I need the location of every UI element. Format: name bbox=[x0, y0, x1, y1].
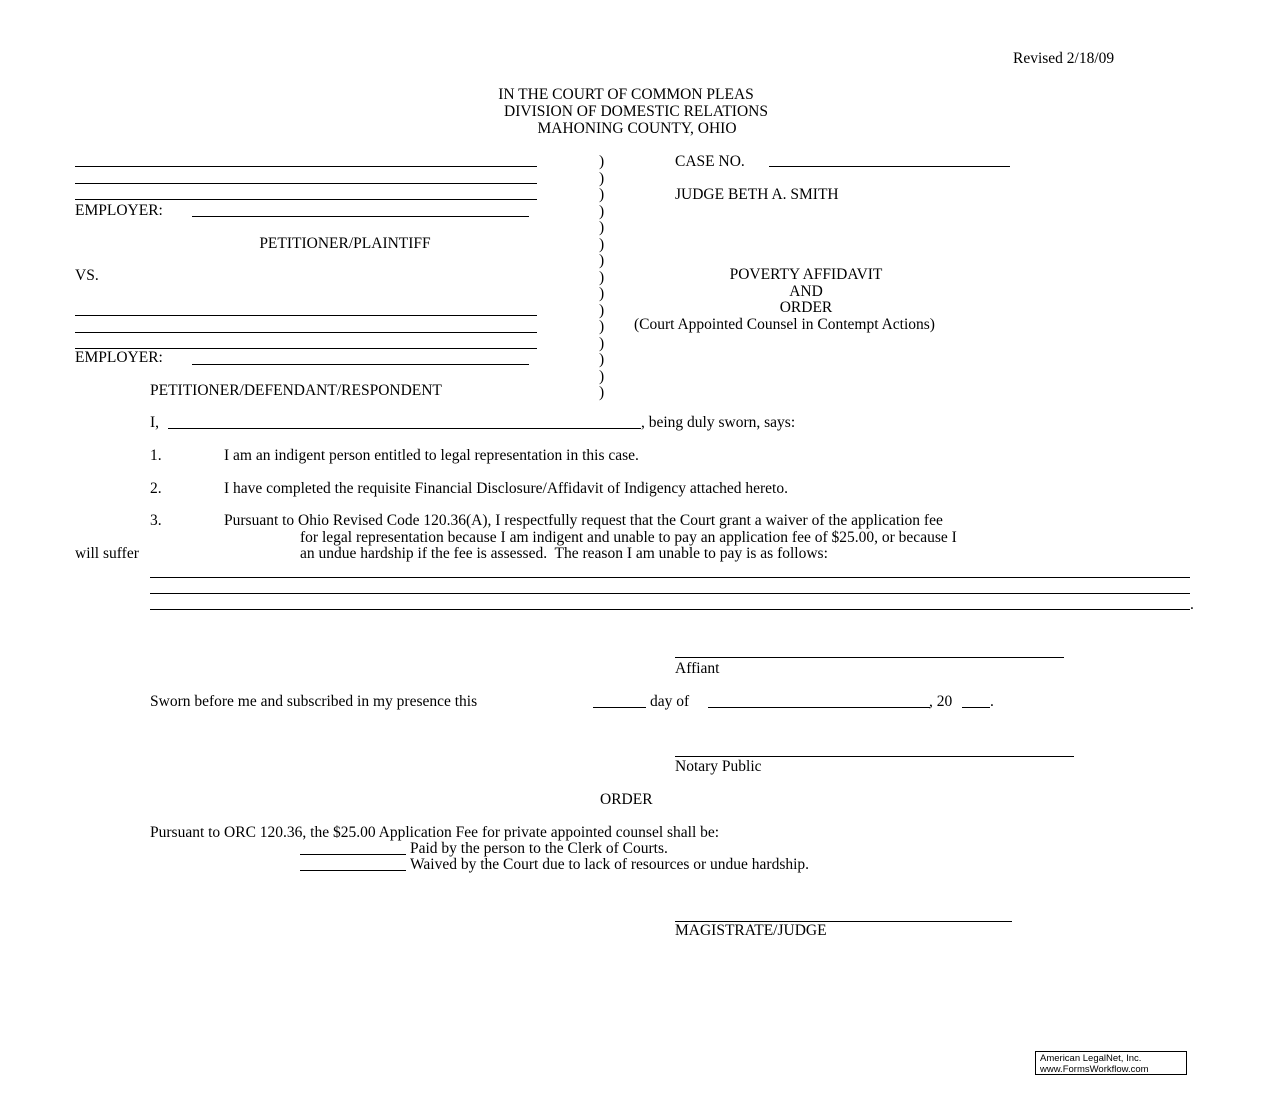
case-number-line[interactable] bbox=[769, 166, 1010, 167]
caption-paren: ) bbox=[599, 351, 605, 368]
reason-line-3[interactable] bbox=[150, 609, 1190, 610]
item-3-will-suffer: will suffer bbox=[75, 545, 139, 562]
caption-paren: ) bbox=[599, 236, 605, 253]
sworn-day-line[interactable] bbox=[593, 707, 646, 708]
reason-period: . bbox=[1190, 596, 1194, 613]
item-3-text-line2: for legal representation because I am indigent and unable to pay an application fee of $25.00, or because I bbox=[300, 529, 957, 546]
caption-paren: ) bbox=[599, 384, 605, 401]
order-option2-checkline[interactable] bbox=[300, 870, 406, 871]
petitioner-employer-line[interactable] bbox=[192, 216, 529, 217]
caption-paren: ) bbox=[599, 318, 605, 335]
item-1-number: 1. bbox=[150, 447, 162, 464]
revised-date: Revised 2/18/09 bbox=[1013, 50, 1115, 67]
item-1-text: I am an indigent person entitled to legal representation in this case. bbox=[224, 447, 639, 464]
item-2-text: I have completed the requisite Financial Disclosure/Affidavit of Indigency attached hereto. bbox=[224, 480, 788, 497]
affiant-intro-prefix: I, bbox=[150, 414, 160, 431]
respondent-employer-label: EMPLOYER: bbox=[75, 349, 163, 366]
order-option1-text: Paid by the person to the Clerk of Courts. bbox=[410, 840, 668, 857]
affiant-name-line[interactable] bbox=[168, 428, 641, 429]
caption-paren: ) bbox=[599, 219, 605, 236]
notary-label: Notary Public bbox=[675, 758, 762, 775]
order-option1-checkline[interactable] bbox=[300, 854, 406, 855]
item-3-number: 3. bbox=[150, 512, 162, 529]
judge-name: JUDGE BETH A. SMITH bbox=[675, 186, 839, 203]
sworn-year-line[interactable] bbox=[962, 707, 990, 708]
caption-paren: ) bbox=[599, 203, 605, 220]
caption-paren: ) bbox=[599, 269, 605, 286]
respondent-name-line-1[interactable] bbox=[75, 315, 537, 316]
caption-paren: ) bbox=[599, 170, 605, 187]
caption-paren: ) bbox=[599, 285, 605, 302]
item-2-number: 2. bbox=[150, 480, 162, 497]
document-subtitle: (Court Appointed Counsel in Contempt Actions) bbox=[634, 316, 935, 333]
item-3-text-line1: Pursuant to Ohio Revised Code 120.36(A), I respectfully request that the Court grant a waiver of the application fee bbox=[224, 512, 943, 529]
order-heading: ORDER bbox=[600, 791, 653, 808]
document-title-line3: ORDER bbox=[779, 299, 833, 316]
caption-paren: ) bbox=[599, 335, 605, 352]
affiant-signature-line[interactable] bbox=[675, 657, 1064, 658]
reason-line-2[interactable] bbox=[150, 593, 1190, 594]
petitioner-address-line-2[interactable] bbox=[75, 183, 537, 184]
petitioner-plaintiff-label: PETITIONER/PLAINTIFF bbox=[259, 235, 431, 252]
sworn-day-of: day of bbox=[650, 693, 690, 710]
court-name-line3: MAHONING COUNTY, OHIO bbox=[537, 120, 737, 137]
versus-label: VS. bbox=[75, 267, 99, 284]
case-number-label: CASE NO. bbox=[675, 153, 745, 170]
caption-paren: ) bbox=[599, 368, 605, 385]
magistrate-judge-label: MAGISTRATE/JUDGE bbox=[675, 922, 827, 939]
sworn-text: Sworn before me and subscribed in my presence this bbox=[150, 693, 478, 710]
sworn-period: . bbox=[990, 693, 994, 710]
caption-paren: ) bbox=[599, 153, 605, 170]
badge-website: www.FormsWorkflow.com bbox=[1040, 1064, 1149, 1075]
caption-paren: ) bbox=[599, 252, 605, 269]
document-title-line2: AND bbox=[789, 283, 823, 300]
sworn-month-line[interactable] bbox=[708, 707, 930, 708]
caption-paren: ) bbox=[599, 302, 605, 319]
order-text: Pursuant to ORC 120.36, the $25.00 Application Fee for private appointed counsel shall be: bbox=[150, 824, 720, 841]
badge-company: American LegalNet, Inc. bbox=[1040, 1053, 1142, 1064]
affiant-intro-suffix: , being duly sworn, says: bbox=[641, 414, 796, 431]
affiant-label: Affiant bbox=[675, 660, 720, 677]
petitioner-defendant-label: PETITIONER/DEFENDANT/RESPONDENT bbox=[150, 382, 442, 399]
legalnet-badge bbox=[1035, 1051, 1187, 1075]
respondent-employer-line[interactable] bbox=[192, 364, 529, 365]
petitioner-address-line-3[interactable] bbox=[75, 199, 537, 200]
petitioner-employer-label: EMPLOYER: bbox=[75, 202, 163, 219]
reason-line-1[interactable] bbox=[150, 577, 1190, 578]
court-name-line1: IN THE COURT OF COMMON PLEAS bbox=[498, 86, 754, 103]
sworn-year-prefix: , 20 bbox=[929, 693, 953, 710]
order-option2-text: Waived by the Court due to lack of resources or undue hardship. bbox=[410, 856, 810, 873]
petitioner-name-line-1[interactable] bbox=[75, 166, 537, 167]
document-title-line1: POVERTY AFFIDAVIT bbox=[729, 266, 883, 283]
notary-signature-line[interactable] bbox=[675, 756, 1074, 757]
respondent-address-line-2[interactable] bbox=[75, 332, 537, 333]
caption-paren: ) bbox=[599, 186, 605, 203]
item-3-text-line3: an undue hardship if the fee is assessed. The reason I am unable to pay is as follows: bbox=[300, 545, 828, 562]
court-name-line2: DIVISION OF DOMESTIC RELATIONS bbox=[504, 103, 768, 120]
